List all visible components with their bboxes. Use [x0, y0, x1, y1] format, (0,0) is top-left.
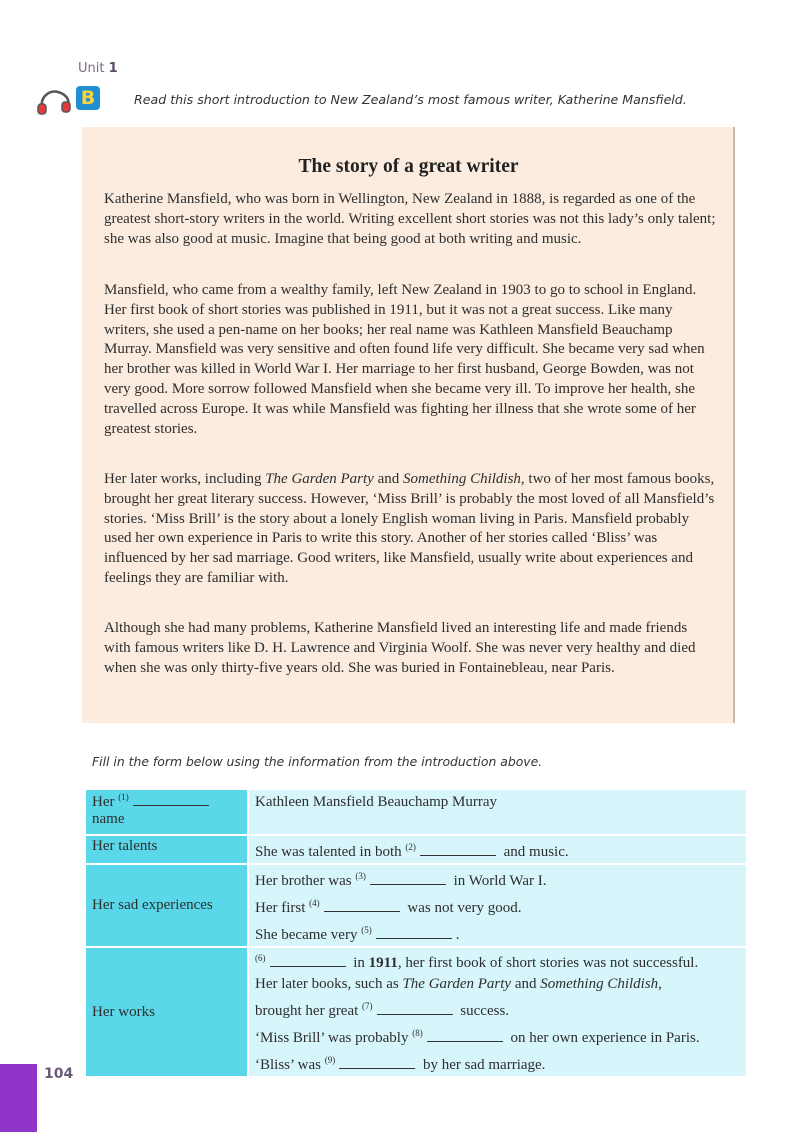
- label-name-text-2: name: [92, 811, 125, 827]
- label-sad-experiences: [86, 864, 248, 947]
- blank-3[interactable]: [370, 872, 446, 885]
- talents-text-a: She was talented in both: [255, 844, 406, 860]
- works-year: 1911: [368, 955, 398, 971]
- form-row-name: [86, 790, 746, 835]
- label-name: [86, 790, 248, 835]
- marker-3: (3): [355, 871, 366, 881]
- blank-1[interactable]: [133, 793, 209, 806]
- sad-l3-a: She became very: [255, 927, 362, 943]
- passage-title: The story of a great writer: [298, 156, 519, 177]
- marker-9: (9): [324, 1055, 336, 1065]
- unit-word: Unit: [78, 61, 105, 76]
- works-l1-b: in: [349, 955, 369, 971]
- section-badge: B: [76, 86, 100, 110]
- sad-l1-a: Her brother was: [255, 873, 356, 889]
- paragraph-2: Mansfield, who came from a wealthy family, left New Zealand in 1903 to go to school in England. Her first book of short stories was published in 1911, but it was not a great success. Like many writers, she used a pen-name on her books; her real name was Kathleen Mansfield Beauchamp Murray. Mansfield was very sensitive and often found life very difficult. She became very sad when her brother was killed in World War I. Her marriage to her first husband, George Bowden, was not very good. More sorrow followed Mansfield when she became very ill. To improve her health, she travelled across Europe. It was while Mansfield was fighting her illness that she wrote some of her greatest stories.: [104, 282, 705, 437]
- value-name-text: Kathleen Mansfield Beauchamp Murray: [255, 794, 497, 810]
- works-title-something-childish: Something Childish: [540, 976, 659, 992]
- reading-passage: [82, 127, 735, 723]
- paragraph-1: Katherine Mansfield, who was born in Wellington, New Zealand in 1888, is regarded as one of the greatest short-story writers in the world. Writing excellent short stories was not this lady’s only talent; she was also good at music. Imagine that being good at both writing and music.: [104, 191, 716, 247]
- p3-title-garden-party: The Garden Party: [265, 471, 374, 487]
- label-works: [86, 947, 248, 1077]
- marker-8: (8): [412, 1028, 423, 1038]
- form-row-sad-experiences: [86, 864, 746, 947]
- marker-2: (2): [405, 842, 416, 852]
- p3-text-b: and: [373, 471, 403, 487]
- label-talents: Her talents: [86, 835, 248, 864]
- works-l2-c: ,: [658, 976, 662, 992]
- works-l4-a: ‘Miss Brill’ was probably: [255, 1030, 413, 1046]
- marker-6: (6): [255, 953, 266, 963]
- headphones-icon[interactable]: [36, 88, 74, 116]
- unit-label: [78, 61, 118, 76]
- form-instruction: Fill in the form below using the information from the introduction above.: [92, 754, 543, 769]
- works-l3-a: brought her great: [255, 1003, 363, 1019]
- sad-l1-b: in World War I.: [449, 873, 547, 889]
- sad-l2-a: Her first: [255, 900, 310, 916]
- value-talents: [248, 835, 746, 864]
- page-number: 104: [44, 1066, 74, 1082]
- blank-8[interactable]: [427, 1029, 503, 1042]
- talents-text-b: and music.: [499, 844, 569, 860]
- form-row-talents: [86, 835, 746, 864]
- label-name-text: Her: [92, 794, 119, 810]
- value-works: [248, 947, 746, 1077]
- paragraph-4: Although she had many problems, Katherine Mansfield lived an interesting life and made friends with famous writers like D. H. Lawrence and Virginia Woolf. She was never very healthy and died when she was only thirty-five years old. She was buried in Fontainebleau, near Paris.: [104, 620, 696, 676]
- paragraph-3: [104, 470, 716, 589]
- blank-9[interactable]: [339, 1056, 415, 1069]
- label-works-text: Her works: [92, 1003, 155, 1020]
- works-l3-b: success.: [456, 1003, 510, 1019]
- value-name: [248, 790, 746, 835]
- sad-l3-b: .: [455, 927, 460, 943]
- label-sad-experiences-text: Her sad experiences: [92, 897, 213, 913]
- works-l1-c: , her first book of short stories was not successful.: [397, 955, 699, 971]
- works-title-garden-party: The Garden Party: [402, 976, 512, 992]
- form-row-works: [86, 947, 746, 1077]
- reading-instruction: Read this short introduction to New Zealand’s most famous writer, Katherine Mansfield.: [134, 92, 687, 107]
- works-l5-b: by her sad marriage.: [419, 1057, 546, 1073]
- page-color-tab: [0, 1064, 37, 1132]
- works-l2-a: Her later books, such as: [255, 976, 403, 992]
- marker-1: (1): [118, 792, 129, 802]
- works-l2-b: and: [511, 976, 541, 992]
- fill-in-form: [86, 790, 746, 1078]
- sad-l2-b: was not very good.: [403, 900, 522, 916]
- p3-title-something-childish: Something Childish: [403, 471, 521, 487]
- value-sad-experiences: [248, 864, 746, 947]
- blank-7[interactable]: [377, 1002, 453, 1015]
- p3-text-c: , two of her most famous books, brought her great literary success. However, ‘Miss Brill’ is probably the most loved of all Mansfield’s stories. ‘Miss Brill’ is the story about a lonely English woman living in Paris. Mansfield probably used her own experience in Paris to write this story. Another of her stories called ‘Bliss’ was influenced by her sad marriage. Good writers, like Mansfield, usually write about experiences and feelings they are familiar with.: [104, 471, 715, 586]
- unit-number: 1: [108, 61, 118, 76]
- works-l4-b: on her own experience in Paris.: [506, 1030, 700, 1046]
- marker-4: (4): [309, 898, 320, 908]
- p3-text-a: Her later works, including: [104, 471, 266, 487]
- works-l5-a: ‘Bliss’ was: [255, 1057, 325, 1073]
- blank-2[interactable]: [420, 843, 496, 856]
- blank-5[interactable]: [376, 926, 452, 939]
- blank-4[interactable]: [324, 899, 400, 912]
- marker-7: (7): [362, 1001, 373, 1011]
- marker-5: (5): [361, 925, 372, 935]
- blank-6[interactable]: [270, 954, 346, 967]
